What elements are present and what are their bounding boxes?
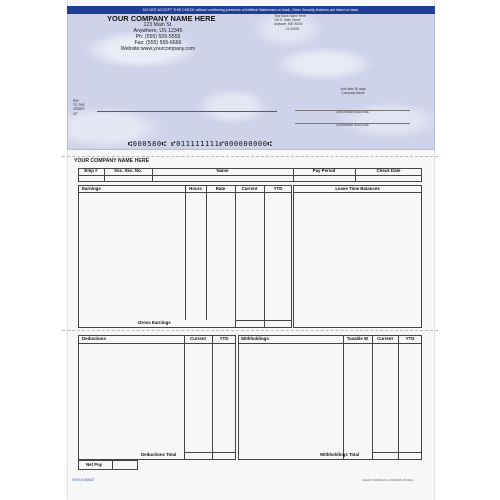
- gross-total-divider: [235, 320, 292, 321]
- ytd-header: YTD: [273, 186, 283, 191]
- row-divider: [78, 175, 422, 176]
- perforation-line-bottom: [62, 330, 438, 331]
- leave-balances-table: [293, 185, 422, 328]
- perforation-line-top: [62, 156, 438, 157]
- column-divider: [185, 185, 186, 320]
- column-divider: [184, 335, 185, 460]
- pay-to-line: TO THE: [73, 103, 85, 108]
- withholdings-total-label: Withholdings Total: [320, 452, 360, 457]
- deductions-current-header: Current: [190, 336, 206, 341]
- column-divider: [398, 335, 399, 460]
- earnings-header: Earnings: [82, 186, 101, 191]
- withholdings-current-header: Current: [377, 336, 393, 341]
- company-address: [112, 22, 204, 52]
- column-divider: [212, 335, 213, 460]
- company-address-line: 123 Main St.: [143, 22, 173, 28]
- pay-to-line: OF: [73, 111, 78, 116]
- company-fax: Fax: (555) 555-6666: [134, 40, 182, 46]
- company-address-line: Anywhere, US 12345: [133, 28, 183, 34]
- signature-label-1: AUTHORIZED SIGNATURE: [336, 111, 369, 114]
- column-divider: [264, 185, 265, 328]
- void-company-name: Company Name: [341, 91, 365, 96]
- pay-to-line: ORDER: [73, 107, 85, 112]
- bank-name: Your Bank Name Here: [274, 14, 306, 18]
- column-divider: [206, 185, 207, 320]
- product-code: CHECK SAMPLES (L1060AMB) 8131121: [362, 478, 414, 482]
- company-phone: Ph: (555) 555-5555: [135, 34, 181, 40]
- withholdings-table: [238, 335, 422, 460]
- withholdings-total-divider: [372, 452, 422, 453]
- company-name: YOUR COMPANY NAME HERE: [107, 14, 216, 23]
- rate-header: Rate: [215, 186, 226, 191]
- security-banner: DO NOT ACCEPT THIS CHECK without confirming presence of Artificial Watermark on back. Other Security features are listed on back.: [67, 6, 435, 14]
- withholdings-header: Withholdings: [241, 336, 269, 341]
- check-date-header: Check Date: [376, 168, 401, 173]
- company-website: Website:www.yourcompany.com: [120, 46, 196, 52]
- deductions-ytd-header: YTD: [219, 336, 229, 341]
- micr-line: ⑆000580⑆ ⑈011111111⑈000000000⑆: [128, 140, 273, 148]
- deductions-header: Deductions: [82, 336, 106, 341]
- void-after-text: Void after 90 days: [340, 87, 366, 91]
- column-divider: [372, 335, 373, 460]
- signature-label-2: AUTHORIZED SIGNATURE: [336, 124, 369, 127]
- ssn-header: Soc. Sec. No.: [114, 168, 142, 173]
- pay-period-header: Pay Period: [312, 168, 336, 173]
- hours-header: Hours: [189, 186, 202, 191]
- payee-line: [97, 111, 277, 112]
- name-header: Name: [216, 168, 229, 173]
- bank-city: Anytown, ME 00000: [274, 22, 303, 27]
- gross-earnings-label: Gross Earnings: [138, 320, 171, 325]
- row-divider: [293, 192, 422, 193]
- leave-balances-header: Leave Time Balances: [335, 186, 380, 191]
- void-notice: [318, 87, 388, 95]
- stub-company-name: YOUR COMPANY NAME HERE: [74, 158, 150, 164]
- bank-info: [274, 14, 334, 31]
- deductions-total-label: Deductions Total: [141, 452, 177, 457]
- row-divider: [238, 343, 422, 344]
- net-pay-label: Net Pay: [86, 462, 103, 467]
- current-header: Current: [241, 186, 258, 191]
- emp-number-header: Emp #: [84, 168, 98, 173]
- bank-street: 100 E. Main Street: [274, 18, 301, 23]
- pay-to-line: PAY: [73, 99, 79, 103]
- column-divider: [112, 460, 113, 470]
- pay-to-label: [73, 99, 95, 116]
- withholdings-ytd-header: YTD: [405, 336, 415, 341]
- taxable-wages-header: Taxable W: [346, 336, 369, 341]
- bank-routing-fraction: 11-00000: [286, 26, 300, 31]
- column-divider: [235, 185, 236, 328]
- item-number: ITEM # 80537: [72, 478, 95, 482]
- column-divider: [343, 335, 344, 460]
- deductions-total-divider: [184, 452, 236, 453]
